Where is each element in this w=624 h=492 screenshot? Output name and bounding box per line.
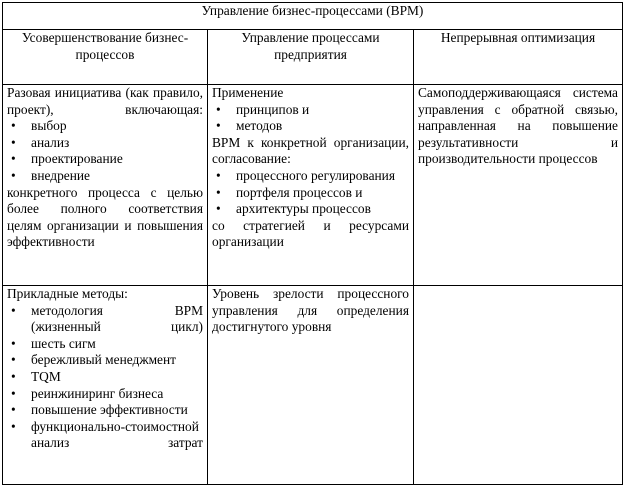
improvement-steps-list bbox=[7, 118, 203, 184]
enterprise-outro: со стратегией и ресурсами организации bbox=[212, 217, 409, 250]
list-item: • повышение эффективности bbox=[7, 402, 203, 419]
methods-list bbox=[7, 303, 203, 452]
list-item: • функционально-стоимостной анализ затрат bbox=[7, 419, 203, 452]
cell-optimization-scope bbox=[414, 85, 623, 286]
list-item: • методология BPM (жизненный цикл) bbox=[7, 303, 203, 336]
cell-improvement-scope bbox=[3, 85, 208, 286]
enterprise-items-list-a bbox=[212, 102, 409, 135]
list-item: • портфеля процессов и bbox=[212, 185, 409, 202]
list-item: • процессного регулирования bbox=[212, 168, 409, 185]
list-item: • проектирование bbox=[7, 151, 203, 168]
methods-intro: Прикладные методы: bbox=[7, 286, 128, 301]
cell-enterprise-scope bbox=[208, 85, 414, 286]
list-item: • реинжиниринг бизнеса bbox=[7, 386, 203, 403]
header-improvement: Усовершенствование бизнес-процессов bbox=[3, 30, 208, 85]
header-enterprise: Управление процессами предприятия bbox=[208, 30, 414, 85]
list-item: • выбор bbox=[7, 118, 203, 135]
bpm-table bbox=[2, 2, 623, 485]
table-title: Управление бизнес-процессами (BPM) bbox=[3, 3, 623, 30]
improvement-intro: Разовая инициатива (как правило, проект), включающая: bbox=[7, 85, 203, 117]
optimization-text: Самоподдерживающаяся система управления с обратной связью, направленная на повышение результативности и производительности процессов bbox=[418, 85, 618, 167]
list-item: • бережливый менеджмент bbox=[7, 352, 203, 369]
enterprise-intro: Применение bbox=[212, 85, 284, 100]
list-item: • внедрение bbox=[7, 168, 203, 185]
enterprise-middle: BPM к конкретной организации, согласование: bbox=[212, 134, 409, 167]
list-item: • шесть сигм bbox=[7, 336, 203, 353]
list-item: • методов bbox=[212, 118, 409, 135]
list-item: • принципов и bbox=[212, 102, 409, 119]
maturity-text: Уровень зрелости процессного управления для определения достигнутого уровня bbox=[212, 286, 409, 335]
list-item: • архитектуры процессов bbox=[212, 201, 409, 218]
list-item: • анализ bbox=[7, 135, 203, 152]
list-item: • TQM bbox=[7, 369, 203, 386]
cell-maturity-level bbox=[208, 286, 414, 485]
cell-empty bbox=[414, 286, 623, 485]
cell-applied-methods bbox=[3, 286, 208, 485]
enterprise-items-list-b bbox=[212, 168, 409, 218]
improvement-outro: конкретного процесса с целью более полного соответствия целям организации и повышения эффективности bbox=[7, 184, 203, 250]
header-optimization: Непрерывная оптимизация bbox=[414, 30, 623, 85]
